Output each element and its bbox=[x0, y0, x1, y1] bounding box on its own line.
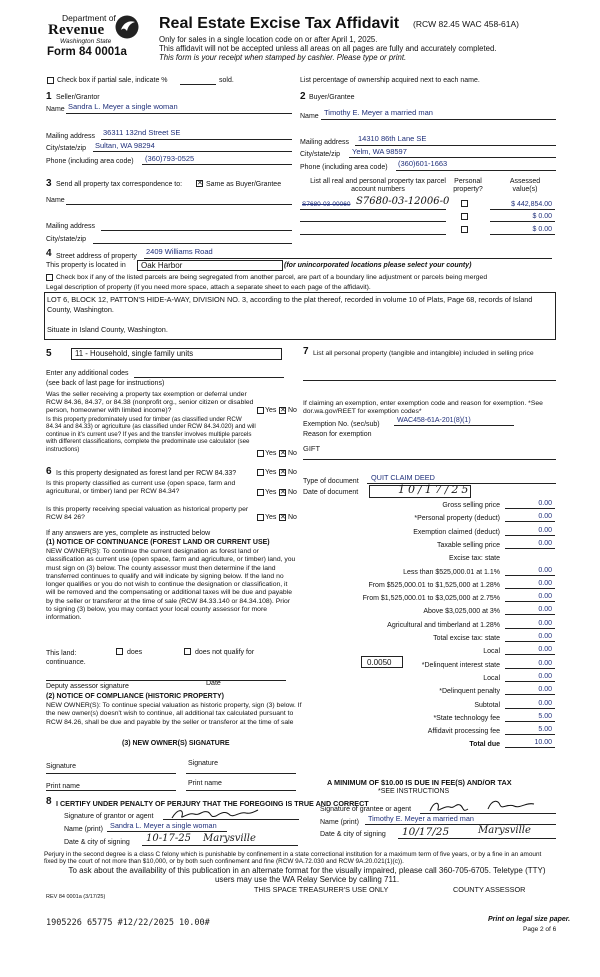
s6-q3-yes-checkbox[interactable] bbox=[257, 514, 264, 521]
timber-question: Is this property predominately used for timber (as classified under RCW 84.34 and 84.33) or agriculture (as classified under RCW 84.34.020) and will continue in it's current use? If yes and the transfer involves multiple parcels with different classifications, complete the predominate use calculator (see instructions) bbox=[46, 416, 256, 453]
reason-label: Reason for exemption bbox=[303, 431, 372, 438]
see-back-label: (see back of last page for instructions) bbox=[46, 380, 165, 387]
local-rate-value: 0.0050 bbox=[367, 658, 392, 667]
print-name-label-2: Print name bbox=[188, 780, 222, 787]
tax-row-value[interactable]: 0.00 bbox=[538, 606, 552, 613]
additional-codes-field[interactable] bbox=[134, 377, 284, 378]
tax-row-label: *Personal property (deduct) bbox=[414, 515, 500, 522]
legal-label: Legal description of property (if you need more space, attach a separate sheet to each page of the affidavit). bbox=[46, 284, 371, 291]
pct-ownership-note: List percentage of ownership acquired next to each name. bbox=[300, 77, 480, 84]
q2-no-label: No bbox=[288, 450, 297, 457]
grantee-signature[interactable] bbox=[428, 797, 538, 815]
tax-row-value[interactable]: 0.00 bbox=[538, 527, 552, 534]
tax-row-label: Less than $525,000.01 at 1.1% bbox=[403, 569, 500, 576]
grantor-date-label: Date & city of signing bbox=[64, 839, 130, 846]
perjury-statement: Perjury in the second degree is a class C felony which is punishable by confinement in a state correctional institution for a maximum term of five years, or by a fine in an amount fixed by the court of not more than $10,000, or by both such confinement and fine (RCW 9A.72.030 and RCW 9A.20.021(1)(c)). bbox=[44, 851, 542, 866]
notice-1-title: (1) NOTICE OF CONTINUANCE (FOREST LAND OR CURRENT USE) bbox=[46, 539, 270, 546]
buyer-name-field[interactable]: Timothy E. Meyer a married man bbox=[324, 108, 433, 117]
section-8-number: 8 bbox=[46, 796, 52, 807]
assessed-value-3[interactable]: $ 0.00 bbox=[532, 226, 552, 233]
if-any-yes-text: If any answers are yes, complete as instructed below bbox=[46, 530, 211, 537]
tax-row-label: From $525,000.01 to $1,525,000 at 1.28% bbox=[368, 582, 500, 589]
exemption-deferral-question: Was the seller receiving a property tax exemption or deferral under RCW 84.36, 84.37, or 84.38 (nonprofit org., senior citizen or disabled person, homeowner with limited income)? bbox=[46, 391, 254, 415]
q1-no-checkbox[interactable] bbox=[279, 407, 286, 414]
page-number: Page 2 of 6 bbox=[523, 926, 557, 933]
tax-row-label: Affidavit processing fee bbox=[427, 728, 500, 735]
tax-row-value[interactable]: 0.00 bbox=[538, 686, 552, 693]
s6-q3-no-label: No bbox=[288, 514, 297, 521]
does-qualify-checkbox[interactable] bbox=[116, 648, 123, 655]
deputy-date-label: Date bbox=[206, 680, 221, 687]
q1-no-label: No bbox=[288, 407, 297, 414]
grantor-signature[interactable] bbox=[170, 806, 260, 822]
doc-type-label: Type of document bbox=[303, 478, 359, 485]
seller-heading: Seller/Grantor bbox=[56, 94, 100, 101]
grantee-sig-label: Signature of grantee or agent bbox=[320, 806, 412, 813]
s6-q3-yes-label: Yes bbox=[265, 514, 277, 521]
s6-q2-yes-label: Yes bbox=[265, 489, 277, 496]
notice-3-title: (3) NEW OWNER(S) SIGNATURE bbox=[122, 740, 230, 747]
revision-code: REV 84 0001a (3/17/25) bbox=[46, 894, 106, 900]
doc-date-label: Date of document bbox=[303, 489, 359, 496]
current-use-question: Is this property classified as current use (open space, farm and agricultural, or timber) land per RCW 84.34? bbox=[46, 480, 236, 495]
washington-state-text: Washington State bbox=[60, 38, 112, 45]
partial-pct-field[interactable] bbox=[180, 84, 216, 85]
form-title: Real Estate Excise Tax Affidavit bbox=[159, 15, 400, 32]
buyer-mail-label: Mailing address bbox=[300, 139, 350, 146]
exemption-no-label: Exemption No. (sec/sub) bbox=[303, 421, 380, 428]
tax-row-value[interactable]: 0.00 bbox=[538, 540, 552, 547]
notice-2-title: (2) NOTICE OF COMPLIANCE (HISTORIC PROPERTY) bbox=[46, 693, 224, 700]
grantor-name-label: Name (print) bbox=[64, 826, 103, 833]
street-field[interactable]: 2409 Williams Road bbox=[146, 247, 213, 256]
doc-type-field[interactable]: QUIT CLAIM DEED bbox=[371, 473, 435, 482]
does-label: does bbox=[127, 649, 143, 656]
parcel-handwritten-number[interactable]: S7680-03-12006-0 bbox=[356, 196, 450, 207]
certify-text: I CERTIFY UNDER PENALTY OF PERJURY THAT THE FOREGOING IS TRUE AND CORRECT bbox=[56, 799, 369, 808]
segregated-label: Check box if any of the listed parcels are being segregated from another parcel, are part of a boundary line adjustment or parcels being merged bbox=[56, 274, 488, 281]
s6-q2-yes-checkbox[interactable] bbox=[257, 489, 264, 496]
section-6-number: 6 bbox=[46, 466, 52, 477]
intro-line-1: Only for sales in a single location code on or after April 1, 2025. bbox=[159, 35, 378, 44]
buyer-heading: Buyer/Grantee bbox=[309, 94, 355, 101]
notice-1-text: NEW OWNER(S): To continue the current designation as forest land or classification as current use (open space, farm and agriculture, or timber) land, you must sign on (3) below. The county assessor must then determine if the land transferred continues to qualify and will indicate by signing below. If the land no longer qualifies or you do not wish to continue the designation or classification, it will be removed and the compensating or additional taxes will be due and payable by the seller or transferor at the time of sale (RCW 84.33.140 or 84.34.108). Prior to signing (3) below, you may contact your local county assessor for more information. bbox=[46, 548, 296, 622]
q2-no-checkbox[interactable] bbox=[279, 450, 286, 457]
minimum-due-note: A MINIMUM OF $10.00 IS DUE IN FEE(S) AND/OR TAX bbox=[327, 778, 512, 787]
s6-q1-no-label: No bbox=[288, 469, 297, 476]
form-number: Form 84 0001a bbox=[47, 46, 127, 58]
parcels-col-header: List all real and personal property tax parcel account numbers bbox=[310, 178, 446, 194]
tax-row-value[interactable]: 0.00 bbox=[538, 660, 552, 667]
does-not-label: does not qualify for bbox=[195, 649, 255, 656]
s6-q1-yes-checkbox[interactable] bbox=[257, 469, 264, 476]
assessed-value-col-header: Assessed value(s) bbox=[509, 178, 541, 194]
additional-codes-label: Enter any additional codes bbox=[46, 370, 129, 377]
cashier-stamp-line: 1905226 65775 #12/22/2025 10.00# bbox=[46, 918, 210, 928]
tax-row-label: Taxable selling price bbox=[436, 542, 500, 549]
treasurer-use-label: THIS SPACE TREASURER'S USE ONLY bbox=[254, 885, 389, 894]
grantee-name-label: Name (print) bbox=[320, 819, 359, 826]
q1-yes-label: Yes bbox=[265, 407, 277, 414]
s3-mail-label: Mailing address bbox=[46, 223, 96, 230]
legal-situate: Situate in Island County, Washington. bbox=[47, 325, 168, 334]
personal-property-text: List all personal property (tangible and intangible) included in selling price bbox=[313, 350, 534, 357]
continuance-label: continuance. bbox=[46, 659, 86, 666]
grantee-date-field[interactable]: 10/17/25 bbox=[402, 826, 450, 838]
county-assessor-label: COUNTY ASSESSOR bbox=[453, 885, 526, 894]
parcel-3-personal-checkbox[interactable] bbox=[461, 226, 468, 233]
see-instructions-note: *SEE INSTRUCTIONS bbox=[378, 788, 450, 795]
located-label: This property is located in bbox=[46, 262, 126, 269]
unincorporated-note: (for unincorporated locations please select your county) bbox=[284, 262, 472, 269]
q2-yes-checkbox[interactable] bbox=[257, 450, 264, 457]
same-as-buyer-checkbox[interactable] bbox=[196, 180, 203, 187]
legal-paper-note: Print on legal size paper. bbox=[488, 916, 571, 923]
tax-row-label: Total excise tax: state bbox=[433, 635, 500, 642]
tax-row-value[interactable]: 0.00 bbox=[538, 700, 552, 707]
buyer-phone-label: Phone (including area code) bbox=[300, 164, 388, 171]
land-use-value: 11 - Household, single family units bbox=[75, 349, 194, 358]
grantee-city-field[interactable]: Marysville bbox=[478, 825, 531, 836]
historic-question: Is this property receiving special valuation as historical property per RCW 84 26? bbox=[46, 506, 249, 521]
section-4-number: 4 bbox=[46, 248, 52, 259]
personal-property-col-header: Personal property? bbox=[453, 178, 483, 194]
dor-logo-icon bbox=[114, 14, 140, 40]
q1-yes-checkbox[interactable] bbox=[257, 407, 264, 414]
alternate-format-note: To ask about the availability of this publication in an alternate format for the visually impaired, please call 360-705-6705. Teletype (TTY) users may use the WA Relay Service by calling 711. bbox=[68, 866, 546, 885]
seller-city-field[interactable]: Sultan, WA 98294 bbox=[95, 141, 155, 150]
tax-row-value[interactable]: 5.00 bbox=[538, 713, 552, 720]
seller-phone-field[interactable]: (360)793-0525 bbox=[145, 154, 195, 163]
tax-row-value[interactable]: 0.00 bbox=[538, 646, 552, 653]
same-as-buyer-label: Same as Buyer/Grantee bbox=[206, 181, 282, 188]
assessed-value-1[interactable]: $ 442,854.00 bbox=[511, 201, 552, 208]
tax-row-label: *Delinquent interest state bbox=[421, 662, 500, 669]
seller-name-label: Name bbox=[46, 106, 65, 113]
tax-row-value[interactable]: 0.00 bbox=[538, 500, 552, 507]
s3-city-label: City/state/zip bbox=[46, 236, 87, 243]
section-5-number: 5 bbox=[46, 348, 52, 359]
tax-row-value[interactable]: 0.00 bbox=[538, 580, 552, 587]
assessed-value-2[interactable]: $ 0.00 bbox=[532, 213, 552, 220]
revenue-logo-text: Revenue bbox=[48, 22, 105, 38]
s6-q2-no-label: No bbox=[288, 489, 297, 496]
form-title-rcw: (RCW 82.45 WAC 458-61A) bbox=[413, 19, 519, 29]
dept-of-text: Department of bbox=[62, 13, 116, 23]
grantor-date-field[interactable]: 10-17-25 bbox=[146, 833, 191, 844]
seller-mail-label: Mailing address bbox=[46, 133, 96, 140]
buyer-phone-field[interactable]: (360)601-1663 bbox=[398, 159, 448, 168]
tax-row-value[interactable]: 0.00 bbox=[538, 633, 552, 640]
s6-q2-no-checkbox[interactable] bbox=[279, 489, 286, 496]
tax-row-value[interactable]: 0.00 bbox=[538, 513, 552, 520]
tax-row-value[interactable]: 10.00 bbox=[534, 739, 552, 746]
tax-row-label: Local bbox=[483, 648, 500, 655]
section-1-number: 1 bbox=[46, 91, 52, 102]
tax-row-label: Local bbox=[483, 675, 500, 682]
segregated-checkbox[interactable] bbox=[46, 274, 53, 281]
print-name-label-1: Print name bbox=[46, 783, 80, 790]
s6-q1-no-checkbox[interactable] bbox=[279, 469, 286, 476]
tax-row-value[interactable]: 5.00 bbox=[538, 726, 552, 733]
tax-row-value[interactable]: 0.00 bbox=[538, 567, 552, 574]
tax-row-value[interactable]: 0.00 bbox=[538, 620, 552, 627]
tax-row-label: *State technology fee bbox=[433, 715, 500, 722]
seller-name-field[interactable]: Sandra L. Meyer a single woman bbox=[68, 102, 178, 111]
q2-yes-label: Yes bbox=[265, 450, 277, 457]
tax-row-label: Above $3,025,000 at 3% bbox=[423, 608, 500, 615]
owner-signature-label-2: Signature bbox=[188, 760, 218, 767]
tax-row-label: *Delinquent penalty bbox=[439, 688, 500, 695]
parcel-1-personal-checkbox[interactable] bbox=[461, 200, 468, 207]
section-3-text: Send all property tax correspondence to: bbox=[56, 181, 183, 188]
grantee-name-field[interactable]: Timothy E. Meyer a married man bbox=[368, 814, 474, 823]
does-not-qualify-checkbox[interactable] bbox=[184, 648, 191, 655]
grantor-name-field[interactable]: Sandra L. Meyer a single woman bbox=[110, 821, 217, 830]
seller-phone-label: Phone (including area code) bbox=[46, 158, 134, 165]
section-7-number: 7 bbox=[303, 346, 309, 357]
grantor-city-field[interactable]: Marysville bbox=[203, 833, 256, 844]
seller-city-label: City/state/zip bbox=[46, 145, 87, 152]
grantee-date-label: Date & city of signing bbox=[320, 831, 386, 838]
seller-mail-field[interactable]: 36311 132nd Street SE bbox=[103, 128, 181, 137]
tax-row-label: Exemption claimed (deduct) bbox=[413, 529, 500, 536]
intro-line-3: This form is your receipt when stamped by cashier. Please type or print. bbox=[159, 53, 407, 62]
doc-date-field: 10/17/25 bbox=[398, 483, 472, 496]
reason-field[interactable]: GIFT bbox=[303, 444, 321, 453]
exemption-no-field[interactable]: WAC458-61A-201(8)(1) bbox=[397, 417, 471, 424]
street-label: Street address of property bbox=[56, 253, 137, 260]
buyer-city-label: City/state/zip bbox=[300, 151, 341, 158]
tax-row-label: Excise tax: state bbox=[449, 555, 500, 562]
tax-row-label: Gross selling price bbox=[442, 502, 500, 509]
s6-q1-yes-label: Yes bbox=[265, 469, 277, 476]
this-land-label: This land: bbox=[46, 650, 77, 657]
intro-line-2: This affidavit will not be accepted unless all areas on all pages are fully and accurately completed. bbox=[159, 44, 497, 53]
section-3-number: 3 bbox=[46, 178, 52, 189]
grantor-sig-label: Signature of grantor or agent bbox=[64, 813, 154, 820]
parcel-2-personal-checkbox[interactable] bbox=[461, 213, 468, 220]
legal-description: LOT 6, BLOCK 12, PATTON'S HIDE-A-WAY, DIVISION NO. 3, according to the plat thereof, recorded in volume 10 of Plats, Page 68, records of Island County, Washington. bbox=[47, 295, 533, 315]
s6-q3-no-checkbox[interactable] bbox=[279, 514, 286, 521]
owner-signature-label-1: Signature bbox=[46, 763, 76, 770]
s3-name-label: Name bbox=[46, 197, 65, 204]
tax-row-label: Total due bbox=[469, 741, 500, 748]
tax-row-value[interactable]: 0.00 bbox=[538, 673, 552, 680]
tax-row-label: Subtotal bbox=[474, 702, 500, 709]
buyer-city-field[interactable]: Yelm, WA 98597 bbox=[352, 147, 407, 156]
forest-land-question: Is this property designated as forest land per RCW 84.33? bbox=[56, 470, 237, 477]
partial-sale-checkbox[interactable] bbox=[47, 77, 54, 84]
parcel-struck-number: S7680-03-00060 bbox=[302, 201, 351, 208]
tax-row-label: From $1,525,000.01 to $3,025,000 at 2.75% bbox=[362, 595, 500, 602]
notice-2-text: NEW OWNER(S): To continue special valuation as historic property, sign (3) below. If the new owner(s) doesn't wish to continue, all additional tax calculated pursuant to RCW 84.26, shall be due and payable by the seller or transferor at the time of sale bbox=[46, 702, 302, 726]
tax-row-value[interactable]: 0.00 bbox=[538, 593, 552, 600]
buyer-name-label: Name bbox=[300, 113, 319, 120]
exemption-instructions: If claiming an exemption, enter exemption code and reason for exemption. *See dor.wa.gov/REET for exemption codes* bbox=[303, 400, 543, 415]
sold-label: sold. bbox=[219, 77, 234, 84]
section-2-number: 2 bbox=[300, 91, 306, 102]
buyer-mail-field[interactable]: 14310 86th Lane SE bbox=[358, 134, 427, 143]
partial-sale-label: Check box if partial sale, indicate % bbox=[57, 77, 168, 84]
located-value: Oak Harbor bbox=[141, 261, 183, 270]
deputy-signature-label: Deputy assessor signature bbox=[46, 683, 129, 690]
tax-row-label: Agricultural and timberland at 1.28% bbox=[387, 622, 500, 629]
